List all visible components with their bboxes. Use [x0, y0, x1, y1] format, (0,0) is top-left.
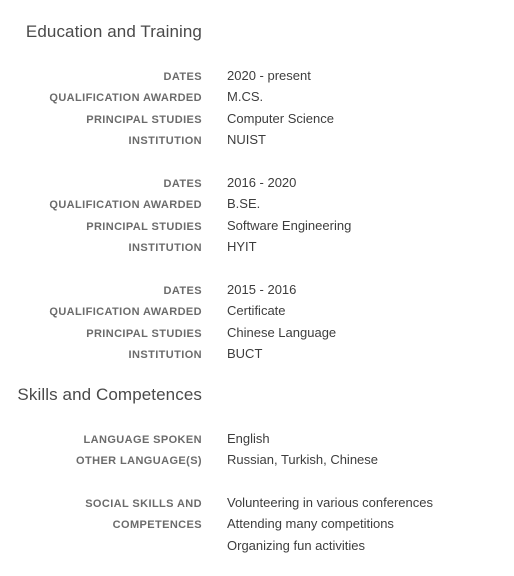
qualification-label: QUALIFICATION AWARDED: [49, 92, 202, 104]
principal-studies-label: PRINCIPAL STUDIES: [86, 221, 202, 233]
language-spoken-value: English: [227, 431, 270, 446]
education-entry-2-studies-row: [0, 217, 514, 237]
principal-studies-value: Software Engineering: [227, 218, 352, 233]
education-entry-1-institution-row: [0, 131, 514, 151]
skills-section-title: Skills and Competences: [17, 385, 202, 404]
qualification-value: Certificate: [227, 303, 286, 318]
education-entry-2-institution-row: [0, 238, 514, 258]
dates-label: DATES: [163, 178, 202, 190]
education-entry-1-qualification-row: [0, 88, 514, 108]
education-entry-3-dates-row: [0, 281, 514, 301]
other-languages-label: OTHER LANGUAGE(S): [76, 455, 202, 467]
qualification-value: M.CS.: [227, 89, 264, 104]
education-entry-1-dates-row: [0, 67, 514, 87]
social-skill-item: Volunteering in various conferences: [227, 495, 433, 510]
other-languages-row: [0, 451, 514, 471]
other-languages-value: Russian, Turkish, Chinese: [227, 452, 379, 467]
social-skills-row-2: [0, 515, 514, 535]
social-skills-row-1: [0, 494, 514, 514]
dates-label: DATES: [163, 71, 202, 83]
education-entry-3-qualification-row: [0, 302, 514, 322]
principal-studies-label: PRINCIPAL STUDIES: [86, 114, 202, 126]
institution-value: NUIST: [227, 132, 266, 147]
education-entry-2-dates-row: [0, 174, 514, 194]
social-skills-label-line-1: SOCIAL SKILLS AND: [85, 498, 202, 510]
education-entry-3-institution-row: [0, 345, 514, 365]
education-entry-1-studies-row: [0, 110, 514, 130]
social-skills-label-line-2: COMPETENCES: [112, 519, 202, 531]
qualification-label: QUALIFICATION AWARDED: [49, 306, 202, 318]
institution-label: INSTITUTION: [128, 135, 202, 147]
education-section-title: Education and Training: [25, 22, 202, 41]
education-entry-2-qualification-row: [0, 195, 514, 215]
dates-value: 2015 - 2016: [227, 282, 297, 297]
principal-studies-value: Chinese Language: [227, 325, 337, 340]
principal-studies-value: Computer Science: [227, 111, 334, 126]
dates-value: 2020 - present: [227, 68, 311, 83]
qualification-value: B.SE.: [227, 196, 261, 211]
institution-label: INSTITUTION: [128, 242, 202, 254]
social-skill-item: Organizing fun activities: [227, 538, 366, 553]
social-skill-item: Attending many competitions: [227, 516, 394, 531]
dates-label: DATES: [163, 285, 202, 297]
principal-studies-label: PRINCIPAL STUDIES: [86, 328, 202, 340]
institution-value: HYIT: [227, 239, 257, 254]
language-spoken-label: LANGUAGE SPOKEN: [83, 434, 202, 446]
qualification-label: QUALIFICATION AWARDED: [49, 199, 202, 211]
dates-value: 2016 - 2020: [227, 175, 297, 190]
language-spoken-row: [0, 430, 514, 450]
institution-value: BUCT: [227, 346, 263, 361]
education-entry-3-studies-row: [0, 324, 514, 344]
social-skills-row-3: [0, 537, 514, 557]
institution-label: INSTITUTION: [128, 349, 202, 361]
